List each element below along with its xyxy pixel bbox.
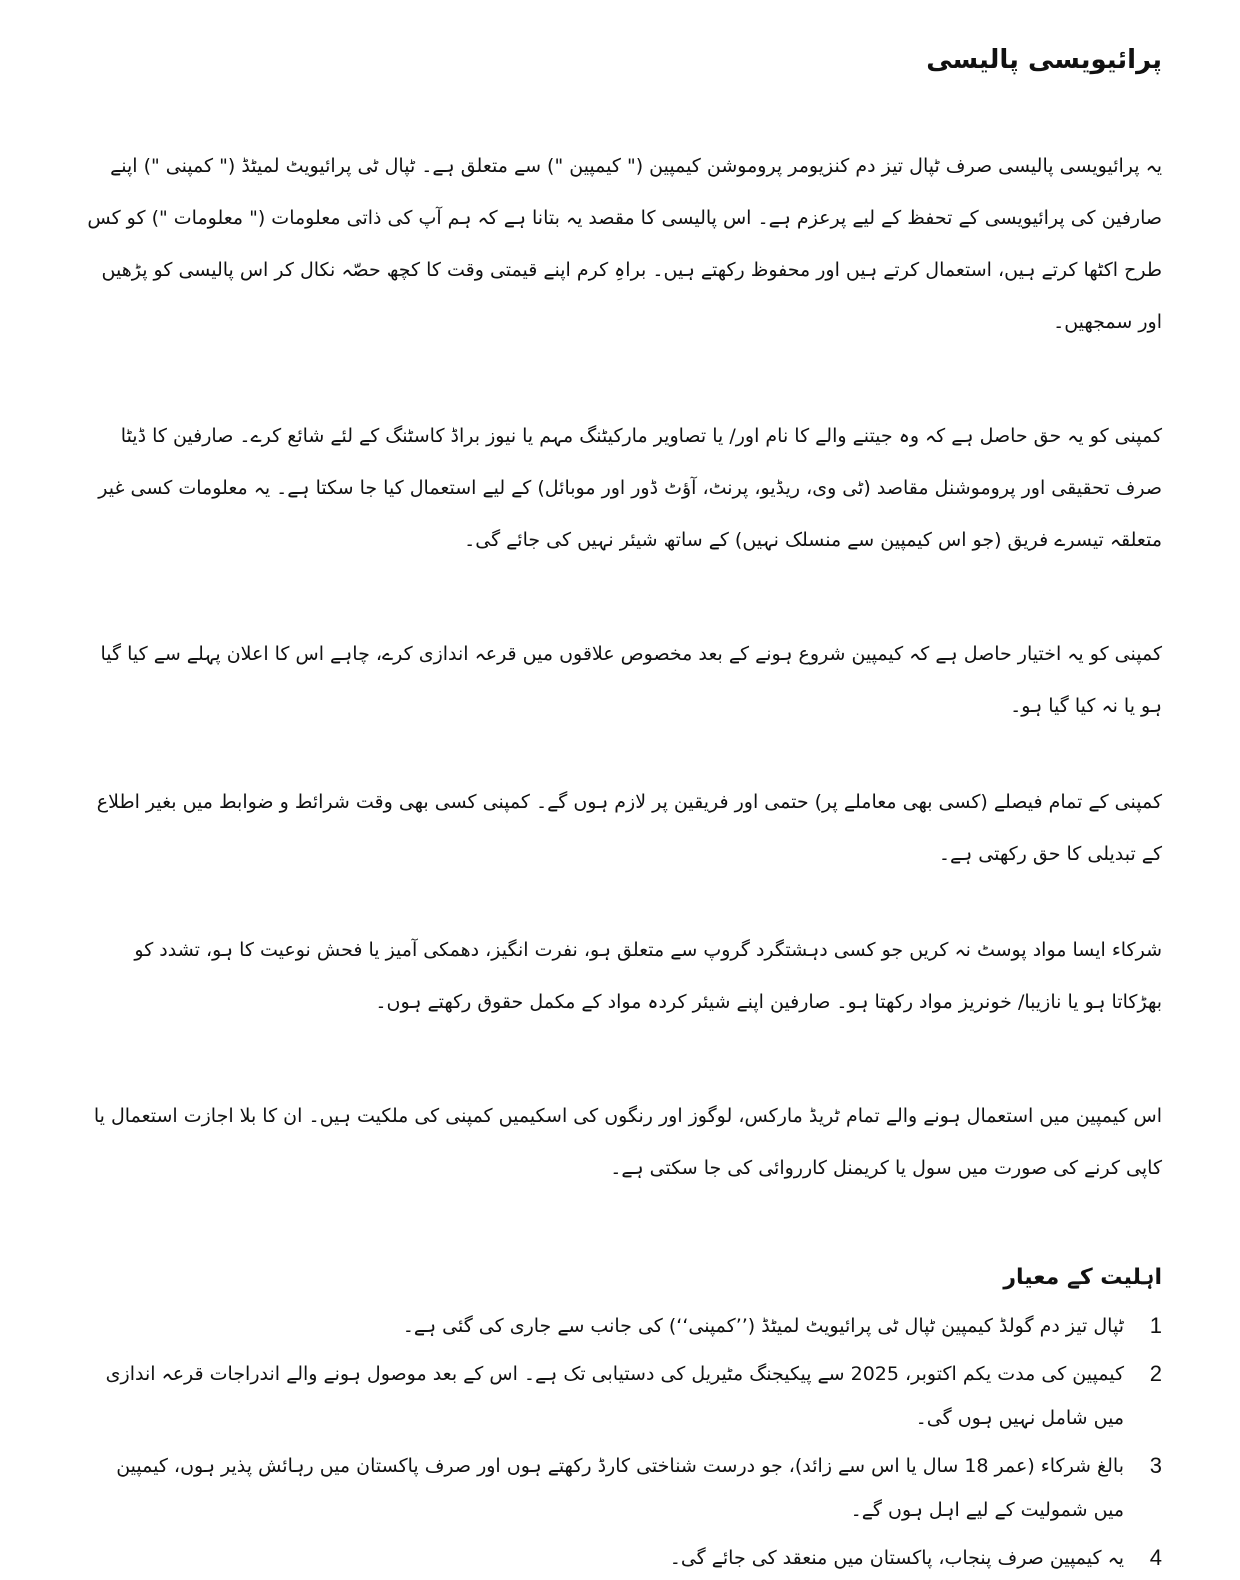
paragraph-draw-rights: کمپنی کو یہ اختیار حاصل ہے کہ کیمپین شروع ہونے کے بعد مخصوص علاقوں میں قرعہ اندازی کرے، چاہے اس کا اعلان پہلے سے کیا گیا ہو یا نہ کیا گیا ہو۔ <box>100 643 1162 717</box>
list-item-number: 1 <box>1149 1313 1162 1338</box>
paragraph-trademarks: اس کیمپین میں استعمال ہونے والے تمام ٹریڈ مارکس، لوگوز اور رنگوں کی اسکیمیں کمپنی کی ملکیت ہیں۔ ان کا بلا اجازت استعمال یا کاپی کرنے کی صورت میں سول یا کریمنل کارروائی کی جا سکتی ہے۔ <box>93 1105 1162 1179</box>
list-item-text: بالغ شرکاء (عمر 18 سال یا اس سے زائد)، جو درست شناختی کارڈ رکھتے ہوں اور صرف پاکستان میں رہائش پذیر ہوں، کیمپین میں شمولیت کے لیے اہل ہوں گے۔ <box>116 1455 1124 1521</box>
list-item-text: کیمپین کی مدت یکم اکتوبر، 2025 سے پیکیجنگ مٹیریل کی دستیابی تک ہے۔ اس کے بعد موصول ہونے والے اندراجات قرعہ اندازی میں شامل نہیں ہوں گی۔ <box>105 1363 1124 1429</box>
paragraph-data-usage: کمپنی کو یہ حق حاصل ہے کہ وہ جیتنے والے کا نام اور/ یا تصاویر مارکیٹنگ مہم یا نیوز براڈ کاسٹنگ کے لئے شائع کرے۔ صارفین کا ڈیٹا صرف تحقیقی اور پروموشنل مقاصد (ٹی وی، ریڈیو، پرنٹ، آؤٹ ڈور اور موبائل) کے لیے استعمال کیا جا سکتا ہے۔ یہ معلومات کسی غیر متعلقہ تیسرے فریق (جو اس کیمپین سے منسلک نہیں) کے ساتھ شیئر نہیں کی جائے گی۔ <box>98 425 1162 551</box>
eligibility-title: اہلیت کے معیار <box>1003 1265 1162 1290</box>
paragraph-final-decisions: کمپنی کے تمام فیصلے (کسی بھی معاملے پر) حتمی اور فریقین پر لازم ہوں گے۔ کمپنی کسی بھی وقت شرائط و ضوابط میں بغیر اطلاع کے تبدیلی کا حق رکھتی ہے۔ <box>96 791 1162 865</box>
paragraph-content-rules: شرکاء ایسا مواد پوسٹ نہ کریں جو کسی دہشتگرد گروپ سے متعلق ہو، نفرت انگیز، دھمکی آمیز یا فحش نوعیت کا ہو، تشدد کو بھڑکاتا ہو یا نازیبا/ خونریز مواد رکھتا ہو۔ صارفین اپنے شیئر کردہ مواد کے مکمل حقوق رکھتے ہوں۔ <box>134 939 1162 1013</box>
list-item <box>80 1352 1162 1440</box>
list-item-number: 3 <box>1149 1453 1162 1478</box>
list-item <box>80 1304 1162 1348</box>
list-item-number: 2 <box>1149 1361 1162 1386</box>
page-title: پرائیویسی پالیسی <box>926 45 1162 75</box>
list-item-number: 4 <box>1149 1545 1162 1570</box>
paragraph-intro: یہ پرائیویسی پالیسی صرف ٹپال تیز دم کنزیومر پروموشن کیمپین (" کیمپین ") سے متعلق ہے۔ ٹپال ٹی پرائیویٹ لمیٹڈ (" کمپنی ") اپنے صارفین کی پرائیویسی کے تحفظ کے لیے پرعزم ہے۔ اس پالیسی کا مقصد یہ بتانا ہے کہ ہم آپ کی ذاتی معلومات (" معلومات ") کو کس طرح اکٹھا کرتے ہیں، استعمال کرتے ہیں اور محفوظ رکھتے ہیں۔ براہِ کرم اپنے قیمتی وقت کا کچھ حصّہ نکال کر اس پالیسی کو پڑھیں اور سمجھیں۔ <box>87 155 1162 333</box>
list-item-text: ٹپال تیز دم گولڈ کیمپین ٹپال ٹی پرائیویٹ لمیٹڈ (’’کمپنی‘‘) کی جانب سے جاری کی گئی ہے۔ <box>402 1315 1124 1337</box>
list-item <box>80 1444 1162 1532</box>
list-item-text: یہ کیمپین صرف پنجاب، پاکستان میں منعقد کی جائے گی۔ <box>669 1547 1124 1569</box>
eligibility-list <box>80 1304 1162 1580</box>
